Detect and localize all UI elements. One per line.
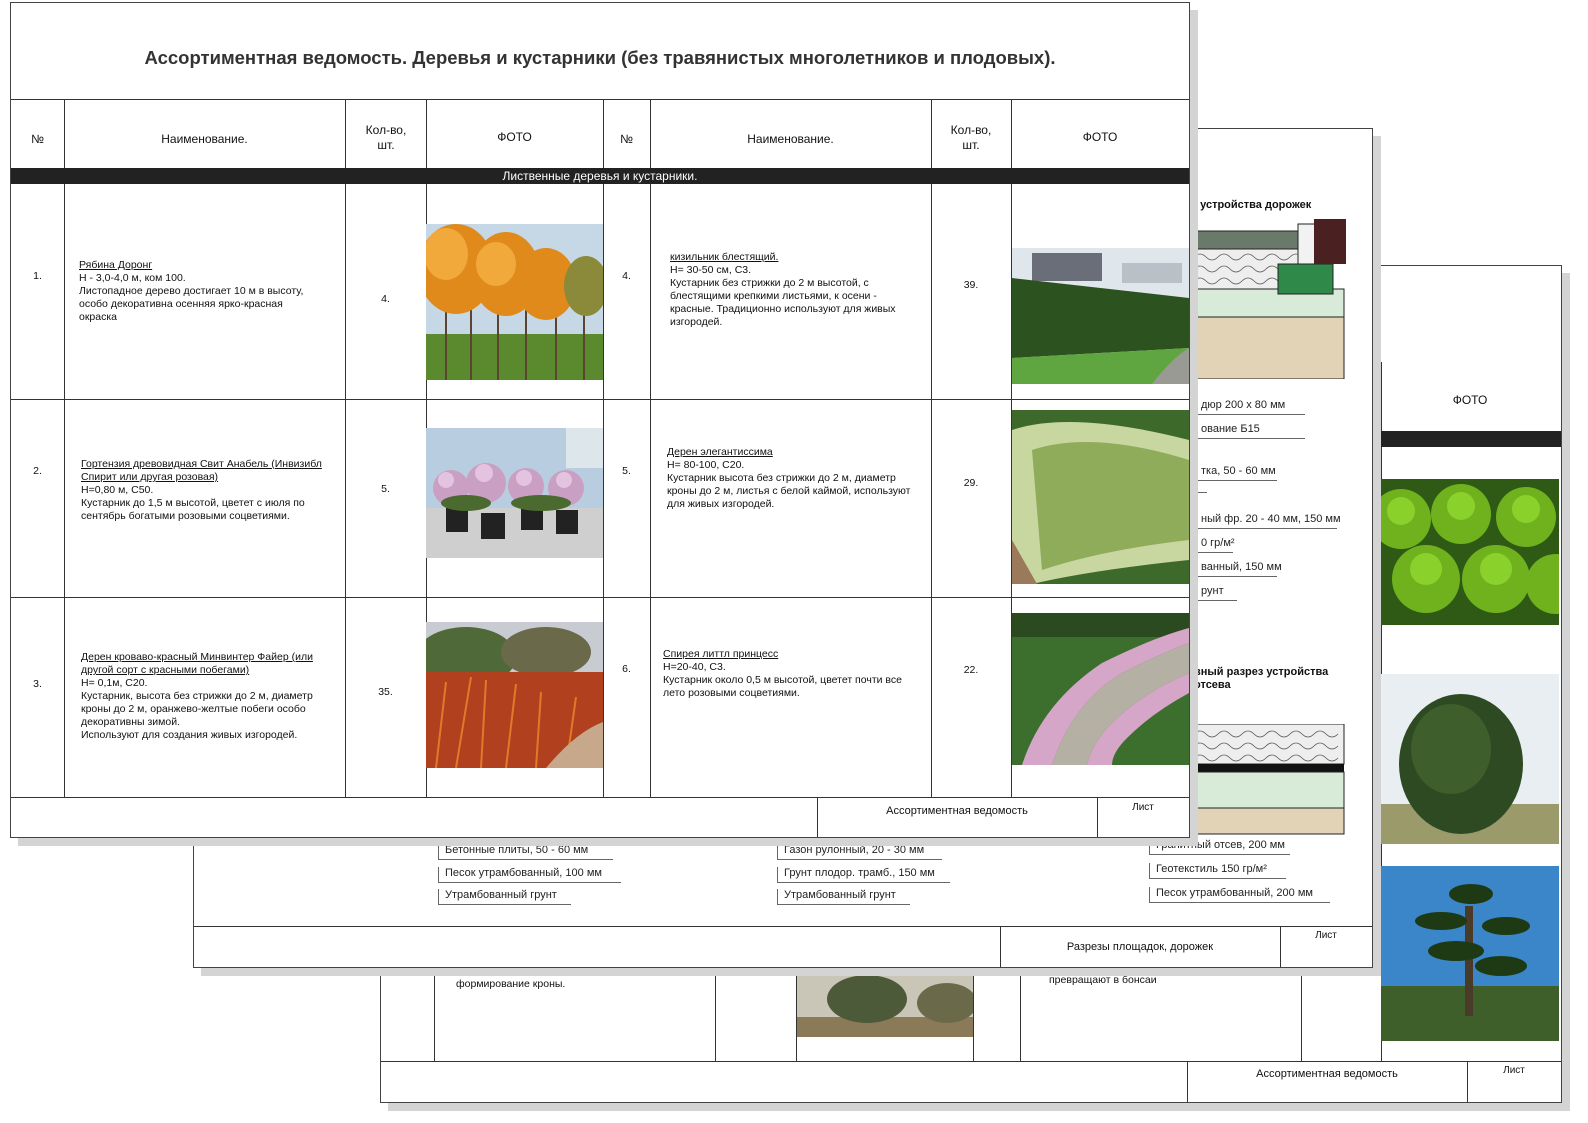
photo-conifer-round	[1381, 674, 1559, 844]
layer-label: Утрамбованный грунт	[777, 889, 910, 905]
plant-entry	[667, 446, 912, 511]
divider	[973, 966, 974, 1062]
col-divider	[650, 184, 651, 797]
footer-title: Ассортиментная ведомость	[1256, 1068, 1398, 1080]
plant-description: Н=0,80 м, С50. Кустарник до 1,5 м высотой, цветет с июля по сентябрь богатыми розовыми соцветиями.	[81, 484, 305, 522]
layer-label: 0 гр/м²	[1194, 537, 1233, 553]
layer-label: Газон рулонный, 20 - 30 мм	[777, 844, 942, 860]
row-num: 2.	[33, 465, 42, 477]
photo-dogwood-hedge	[1012, 410, 1189, 584]
layer-label: Бетонные плиты, 50 - 60 мм	[438, 844, 613, 860]
plant-description: Н= 0,1м, С20. Кустарник, высота без стрижки до 2 м, диаметр кроны до 2 м, оранжево-желтые побеги особо декоративны зимой. Используют для создания живых изгородей.	[81, 677, 313, 741]
plant-name: Дерен элегантиссима	[667, 446, 773, 458]
footer-line	[11, 797, 1189, 798]
plant-name: Рябина Доронг	[79, 259, 153, 271]
row-qty: 4.	[381, 293, 390, 305]
divider	[1020, 966, 1021, 1062]
photo-hydrangea	[426, 428, 603, 558]
divider	[1301, 966, 1302, 1062]
col-divider	[931, 99, 932, 168]
row-qty: 22.	[963, 664, 979, 676]
footer-sheet-label: Лист	[1315, 930, 1337, 941]
col-divider	[345, 99, 346, 168]
layer-label: ование Б15	[1194, 423, 1305, 439]
header-name: Наименование.	[747, 132, 834, 146]
page-title: Ассортиментная ведомость. Деревья и кустарники (без травянистых многолетников и плодовых).	[144, 47, 1056, 68]
header-qty: Кол-во, шт.	[950, 123, 992, 152]
row-num: 3.	[33, 678, 42, 690]
photo-header: ФОТО	[1452, 393, 1488, 407]
row-divider	[11, 399, 1189, 400]
plant-entry	[663, 648, 908, 700]
row-num: 4.	[622, 270, 631, 282]
section-title: вный разрез устройства отсева	[1194, 666, 1329, 691]
plant-name: Дерен кроваво-красный Минвинтер Файер (или другой сорт с красными побегами)	[81, 651, 313, 676]
section-title: Лиственные деревья и кустарники.	[502, 169, 698, 183]
header-qty: Кол-во, шт.	[365, 123, 407, 152]
header-num: №	[31, 132, 44, 146]
row-qty: 5.	[381, 483, 390, 495]
footer-line	[194, 926, 1372, 927]
divider	[715, 966, 716, 1062]
header-num: №	[620, 132, 633, 146]
photo-cotoneaster-hedge	[1012, 248, 1189, 384]
footer-title: Разрезы площадок, дорожек	[1066, 941, 1214, 953]
photo-tree-field	[797, 971, 973, 1037]
plant-entry	[79, 259, 309, 324]
layer-label: ванный, 150 мм	[1194, 561, 1277, 577]
layer-label: Грунт плодор. трамб., 150 мм	[777, 867, 950, 883]
plant-description: Н= 30-50 см, С3. Кустарник без стрижки до 2 м высотой, с блестящими крепкими листьями, к осени - красные. Традиционно используют для живых изгородей.	[670, 264, 896, 328]
table-border	[11, 99, 1189, 100]
row-divider	[11, 597, 1189, 598]
photo-spiraea-border	[1012, 613, 1189, 765]
row-num: 1.	[33, 270, 42, 282]
photo-bonsai-pine	[1381, 866, 1559, 1041]
plant-entry	[81, 458, 331, 523]
plant-entry	[81, 651, 321, 742]
plant-description: Н - 3,0-4,0 м, ком 100. Листопадное дерево достигает 10 м в высоту, особо декоративна осенняя ярко-красная окраска	[79, 272, 304, 323]
section-bar	[1381, 431, 1561, 447]
header-photo: ФОТО	[497, 130, 532, 144]
layer-label: Песок утрамбованный, 200 мм	[1149, 887, 1330, 903]
plant-name: кизильник блестящий.	[670, 251, 779, 263]
layer-label: рунт	[1194, 585, 1237, 601]
row-fragment-text: формирование кроны.	[456, 978, 566, 990]
plant-entry	[670, 251, 915, 329]
divider	[434, 966, 435, 1062]
row-num: 6.	[622, 663, 631, 675]
layer-label: тка, 50 - 60 мм	[1194, 465, 1277, 481]
footer-line	[381, 1061, 1561, 1062]
plant-description: Н=20-40, С3. Кустарник около 0,5 м высотой, цветет почти все лето розовыми соцветиями.	[663, 661, 902, 699]
photo-thuja-globes	[1381, 479, 1559, 625]
section-title: . устройства дорожек	[1194, 199, 1312, 211]
path-section-drawing	[1194, 219, 1346, 379]
layer-label: Утрамбованный грунт	[438, 889, 571, 905]
row-qty: 35.	[378, 686, 393, 698]
plant-name: Гортензия древовидная Свит Анабель (Инвизибл Спирит или другая розовая)	[81, 458, 322, 483]
layer-label: Геотекстиль 150 гр/м²	[1149, 863, 1286, 879]
row-qty: 29.	[963, 477, 979, 489]
row-num: 5.	[622, 465, 631, 477]
photo-red-dogwood	[426, 622, 603, 768]
header-name: Наименование.	[161, 132, 248, 146]
row-fragment-text: превращают в бонсаи	[1049, 974, 1157, 986]
plant-description: Н= 80-100, С20. Кустарник высота без стрижки до 2 м, диаметр кроны до 2 м, листья с белой каймой, используют для живых изгородей.	[667, 459, 911, 510]
row-qty: 39.	[963, 279, 979, 291]
col-divider	[931, 184, 932, 797]
photo-rowan-autumn	[426, 224, 603, 380]
layer-label: ный фр. 20 - 40 мм, 150 мм	[1194, 513, 1337, 529]
sheet-front	[10, 2, 1190, 838]
layer-label: дюр 200 х 80 мм	[1194, 399, 1305, 415]
plant-name: Спирея литтл принцесс	[663, 648, 779, 660]
layer-label: Песок утрамбованный, 100 мм	[438, 867, 621, 883]
layer-label: Гранитный отсев, 200 мм	[1149, 839, 1290, 855]
header-photo: ФОТО	[1082, 130, 1118, 144]
footer-title: Ассортиментная ведомость	[886, 805, 1028, 817]
col-divider	[64, 184, 65, 797]
layer-label	[1194, 489, 1207, 493]
screening-section-drawing	[1194, 724, 1346, 836]
footer-sheet-label: Лист	[1132, 802, 1154, 813]
footer-sheet-label: Лист	[1503, 1065, 1525, 1076]
